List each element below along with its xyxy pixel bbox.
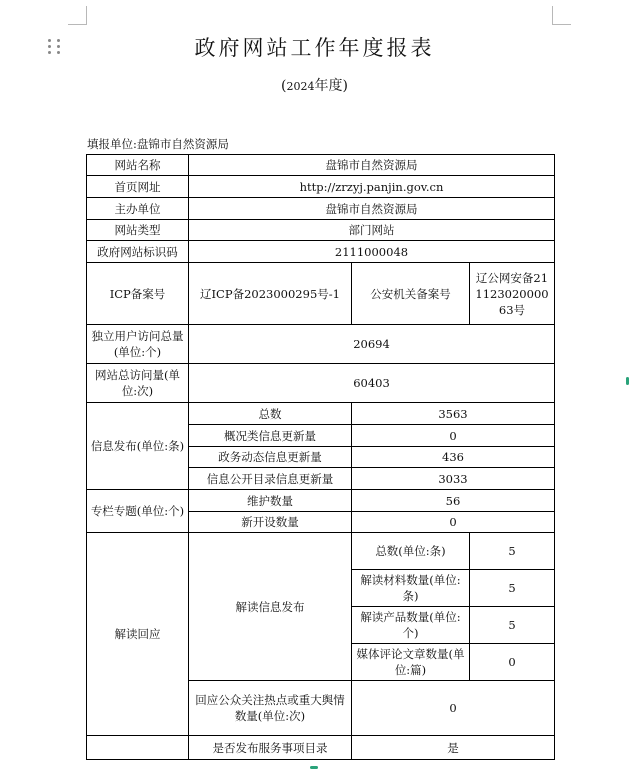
icp-label: ICP备案号: [87, 263, 189, 325]
service-blank-cell: [87, 736, 189, 760]
table-row: [87, 176, 555, 198]
topic-maintain-value: 56: [352, 490, 555, 512]
table-row: [87, 198, 555, 220]
table-row: [87, 263, 555, 325]
topic-new-label: 新开设数量: [189, 512, 352, 533]
site-type-value: 部门网站: [189, 220, 555, 241]
homepage-label: 首页网址: [87, 176, 189, 198]
service-catalog-label: 是否发布服务事项目录: [189, 736, 352, 760]
page-corner-mark-top-right: [552, 6, 571, 25]
table-row: [87, 736, 555, 760]
page-corner-mark-top-left: [68, 6, 87, 25]
unique-visitors-value: 20694: [189, 325, 555, 364]
info-total-label: 总数: [189, 403, 352, 425]
table-row: [87, 403, 555, 425]
interp-media-label: 媒体评论文章数量(单位:篇): [352, 644, 470, 681]
annual-report-table: [86, 154, 555, 760]
service-catalog-value: 是: [352, 736, 555, 760]
interp-product-value: 5: [470, 607, 555, 644]
topic-column-label: 专栏专题(单位:个): [87, 490, 189, 533]
subtitle-year: 2024: [286, 80, 315, 93]
site-name-value: 盘锦市自然资源局: [189, 155, 555, 176]
document-subtitle: [0, 75, 629, 95]
host-label: 主办单位: [87, 198, 189, 220]
host-value: 盘锦市自然资源局: [189, 198, 555, 220]
site-name-label: 网站名称: [87, 155, 189, 176]
interpretation-label: 解读回应: [87, 533, 189, 736]
info-release-label: 信息发布(单位:条): [87, 403, 189, 490]
police-label: 公安机关备案号: [352, 263, 470, 325]
table-row: [87, 490, 555, 512]
site-type-label: 网站类型: [87, 220, 189, 241]
table-row: [87, 241, 555, 263]
page-views-value: 60403: [189, 364, 555, 403]
interpretation-publish-label: 解读信息发布: [189, 533, 352, 681]
info-total-value: 3563: [352, 403, 555, 425]
interp-material-label: 解读材料数量(单位:条): [352, 570, 470, 607]
topic-new-value: 0: [352, 512, 555, 533]
info-overview-label: 概况类信息更新量: [189, 425, 352, 447]
unique-visitors-label: 独立用户访问总量(单位:个): [87, 325, 189, 364]
document-title: 政府网站工作年度报表: [194, 36, 435, 60]
table-row: [87, 364, 555, 403]
gov-id-value: 2111000048: [189, 241, 555, 263]
table-row: [87, 220, 555, 241]
subtitle-open: (: [281, 78, 287, 94]
reporting-unit: 填报单位:盘锦市自然资源局: [87, 137, 229, 151]
interp-product-label: 解读产品数量(单位:个): [352, 607, 470, 644]
homepage-value: http://zrzyj.panjin.gov.cn: [189, 176, 555, 198]
interp-response-label: 回应公众关注热点或重大舆情数量(单位:次): [189, 681, 352, 736]
interp-total-label: 总数(单位:条): [352, 533, 470, 570]
info-news-value: 436: [352, 447, 555, 468]
police-value: 辽公网安备21112302000063号: [470, 263, 555, 325]
info-public-value: 3033: [352, 468, 555, 490]
table-row: [87, 155, 555, 176]
info-public-label: 信息公开目录信息更新量: [189, 468, 352, 490]
info-overview-value: 0: [352, 425, 555, 447]
interp-material-value: 5: [470, 570, 555, 607]
interp-media-value: 0: [470, 644, 555, 681]
page-views-label: 网站总访问量(单位:次): [87, 364, 189, 403]
topic-maintain-label: 维护数量: [189, 490, 352, 512]
gov-id-label: 政府网站标识码: [87, 241, 189, 263]
table-row: [87, 533, 555, 570]
subtitle-suffix: 年度): [314, 78, 348, 94]
table-row: [87, 325, 555, 364]
icp-value: 辽ICP备2023000295号-1: [189, 263, 352, 325]
info-news-label: 政务动态信息更新量: [189, 447, 352, 468]
interp-total-value: 5: [470, 533, 555, 570]
interp-response-value: 0: [352, 681, 555, 736]
